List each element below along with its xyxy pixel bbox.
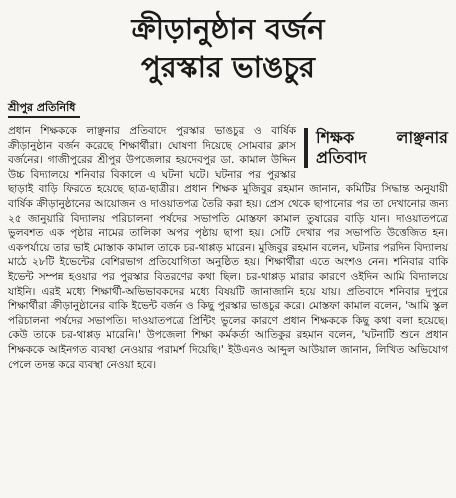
headline	[8, 10, 448, 86]
article-body	[8, 124, 448, 372]
headline-line-1: ক্রীড়ানুষ্ঠান বর্জন	[131, 12, 325, 46]
pull-quote: শিক্ষক লাঞ্ছনার প্রতিবাদ	[304, 128, 448, 168]
headline-line-2: পুরস্কার ভাঙচুর	[141, 50, 315, 84]
byline: শ্রীপুর প্রতিনিধি	[8, 100, 80, 118]
article-paragraph: প্রধান শিক্ষককে লাঞ্ছনার প্রতিবাদে পুরস্কার ভাঙচুর ও বার্ষিক ক্রীড়ানুষ্ঠান বর্জন করেছে শিক্ষার্থীরা। ঘোষণা দিয়েছে সোমবার ক্লাস বর্জনের। গাজীপুরের শ্রীপুর উপজেলার হয়দেবপুর ডা. কামাল উদ্দিন উচ্চ বিদ্যালয়ে শনিবার বিকালে এ ঘটনা ঘটে। ঘটনার পর পুরস্কার ছাড়াই বাড়ি ফিরতে হয়েছে ছাত্র-ছাত্রীর। প্রধান শিক্ষক মুজিবুর রহমান জানান, কমিটির সিদ্ধান্ত অনুযায়ী বার্ষিক ক্রীড়ানুষ্ঠানের আয়োজন ও দাওয়াতপত্র তৈরি করা হয়। প্রেস থেকে ছাপানোর পর তা দেখানোর জন্য ২৫ জানুয়ারি বিদ্যালয় পরিচালনা পর্ষদের সভাপতি মোস্তফা কামাল তুষারের বাড়ি যান। দাওয়াতপত্রে ভুলবশত এক পৃষ্ঠার নামের তালিকা অপর পৃষ্ঠায় ছাপা হয়। সেটি দেখার পর সভাপতি উত্তেজিত হন। একপর্যায়ে তার ভাই মোস্তাক কামাল তাকে চর-থাপ্পড় মারেন। মুজিবুর রহমান বলেন, ঘটনার পরদিন বিদ্যালয় মাঠে ২৮টি ইভেন্টের বেশিরভাগ প্রতিযোগিতা অনুষ্ঠিত হয়। শিক্ষার্থীরা এতে অংশও নেন। শনিবার বাকি ইভেন্ট সম্পন্ন হওয়ার পর পুরস্কার বিতরণের কথা ছিল। চর-থাপ্পড় মারার কারণে ওইদিন আমি বিদ্যালয়ে যাইনি। এরই মধ্যে শিক্ষার্থী-অভিভাবকদের মধ্যে বিষয়টি জানাজানি হয়ে যায়। প্রতিবাদে শনিবার দুপুরে শিক্ষার্থীরা ক্রীড়ানুষ্ঠানের বাকি ইভেন্ট বর্জন ও কিছু পুরস্কার ভাঙচুর করে। মোস্তফা কামাল বলেন, 'আমি স্কুল পরিচালনা পর্ষদের সভাপতি। দাওয়াতপত্রে প্রিন্টিং ভুলের কারণে প্রধান শিক্ষককে কিছু কথা বলা হয়েছে। কেউ তাকে চর-থাপ্পড় মারেনি।' উপজেলা শিক্ষা কর্মকর্তা আতিকুর রহমান বলেন, 'ঘটনাটি শুনে প্রধান শিক্ষককে আইনগত ব্যবস্থা নেওয়ার পরামর্শ দিয়েছি।' ইউএনও আব্দুল আউয়াল জানান, লিখিত অভিযোগ পেলে তদন্ত করে ব্যবস্থা নেওয়া হবে।	[8, 125, 448, 371]
